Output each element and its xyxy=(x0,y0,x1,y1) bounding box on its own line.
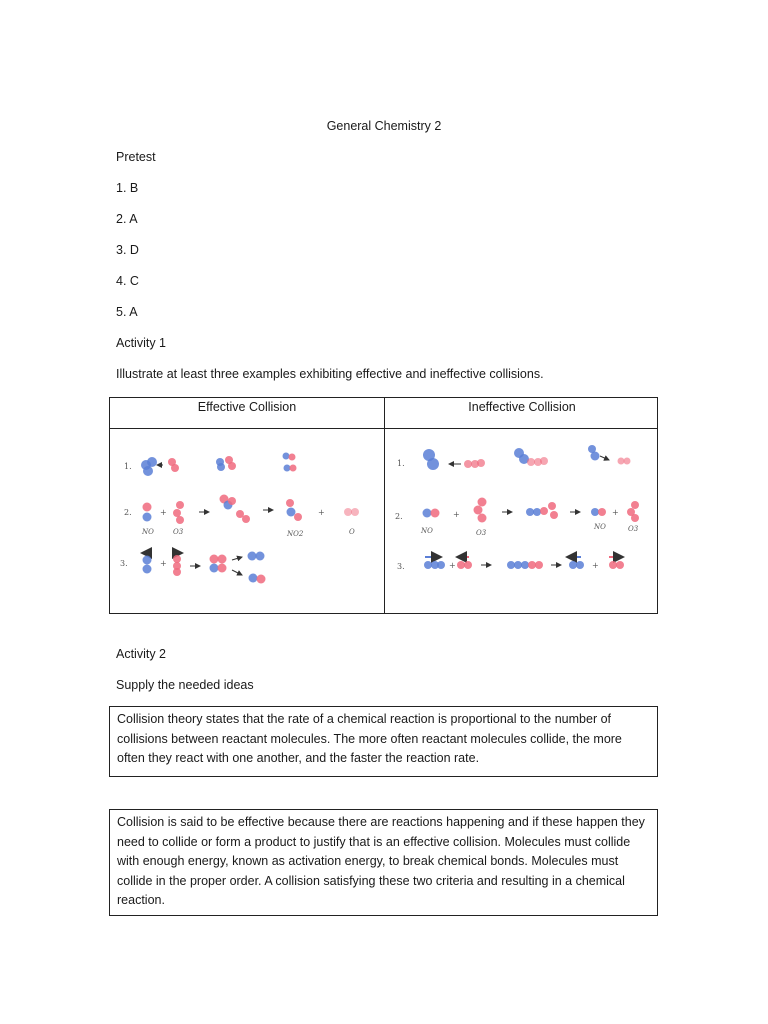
pretest-answer-5: 5. A xyxy=(116,305,138,319)
effective-row-3-label: 3. xyxy=(120,559,128,568)
activity2-heading: Activity 2 xyxy=(116,647,167,661)
effective-row-2-label: 2. xyxy=(124,508,132,517)
ineffective-label-no-product: NO xyxy=(594,523,606,531)
activity1-instruction: Illustrate at least three examples exhibiting effective and ineffective collisions. xyxy=(116,367,544,381)
pretest-answer-4: 4. C xyxy=(116,274,139,288)
ineffective-row-3-label: 3. xyxy=(397,562,405,571)
effective-collision-header: Effective Collision xyxy=(197,400,297,414)
effective-label-no: NO xyxy=(142,528,154,536)
svg-text:+: + xyxy=(449,561,456,570)
ineffective-collision-header: Ineffective Collision xyxy=(468,400,576,414)
effective-collision-drawing xyxy=(110,429,383,613)
answer-box-2: Collision is said to be effective because there are reactions happening and if these happen they need to collide or form a product to justify that is an effective collision. Molecules must collide with enough energy, known as activation energy, to break chemical bonds. Molecules must collide in the proper order. A collision satisfying these two criteria and resulting in a chemical reaction. xyxy=(109,809,658,916)
ineffective-row-1-label: 1. xyxy=(397,459,405,468)
activity2-instruction: Supply the needed ideas xyxy=(116,678,254,692)
ineffective-collision-drawing xyxy=(385,429,658,613)
ineffective-label-o3: O3 xyxy=(476,529,487,537)
activity1-heading: Activity 1 xyxy=(116,336,167,350)
ineffective-2-molecules xyxy=(423,498,640,523)
effective-3-molecules xyxy=(142,552,266,584)
svg-text:+: + xyxy=(318,508,325,517)
ineffective-row-2-label: 2. xyxy=(395,512,403,521)
pretest-answer-2: 2. A xyxy=(116,212,138,226)
effective-label-o3: O3 xyxy=(173,528,184,536)
ineffective-1-molecules xyxy=(423,445,631,470)
effective-1-molecules xyxy=(141,453,297,477)
pretest-heading: Pretest xyxy=(116,150,156,164)
ineffective-3-molecules xyxy=(424,557,624,570)
pretest-answer-1: 1. B xyxy=(116,181,139,195)
svg-text:+: + xyxy=(160,559,167,568)
page-title: General Chemistry 2 xyxy=(326,119,442,133)
svg-text:+: + xyxy=(592,561,599,570)
effective-label-no2: NO2 xyxy=(287,530,304,538)
answer-box-1: Collision theory states that the rate of a chemical reaction is proportional to the number of collisions between reactant molecules. The more often reactant molecules collide, the more often they react with one another, and the faster the reaction rate. xyxy=(109,706,658,777)
ineffective-label-o3-product: O3 xyxy=(628,525,639,533)
effective-label-o: O xyxy=(349,528,355,536)
svg-text:+: + xyxy=(612,508,619,517)
effective-row-1-label: 1. xyxy=(124,462,132,471)
collision-table xyxy=(109,397,658,614)
effective-2-molecules xyxy=(143,495,360,525)
svg-text:+: + xyxy=(160,508,167,517)
svg-text:+: + xyxy=(453,510,460,519)
pretest-answer-3: 3. D xyxy=(116,243,139,257)
ineffective-label-no: NO xyxy=(421,527,433,535)
